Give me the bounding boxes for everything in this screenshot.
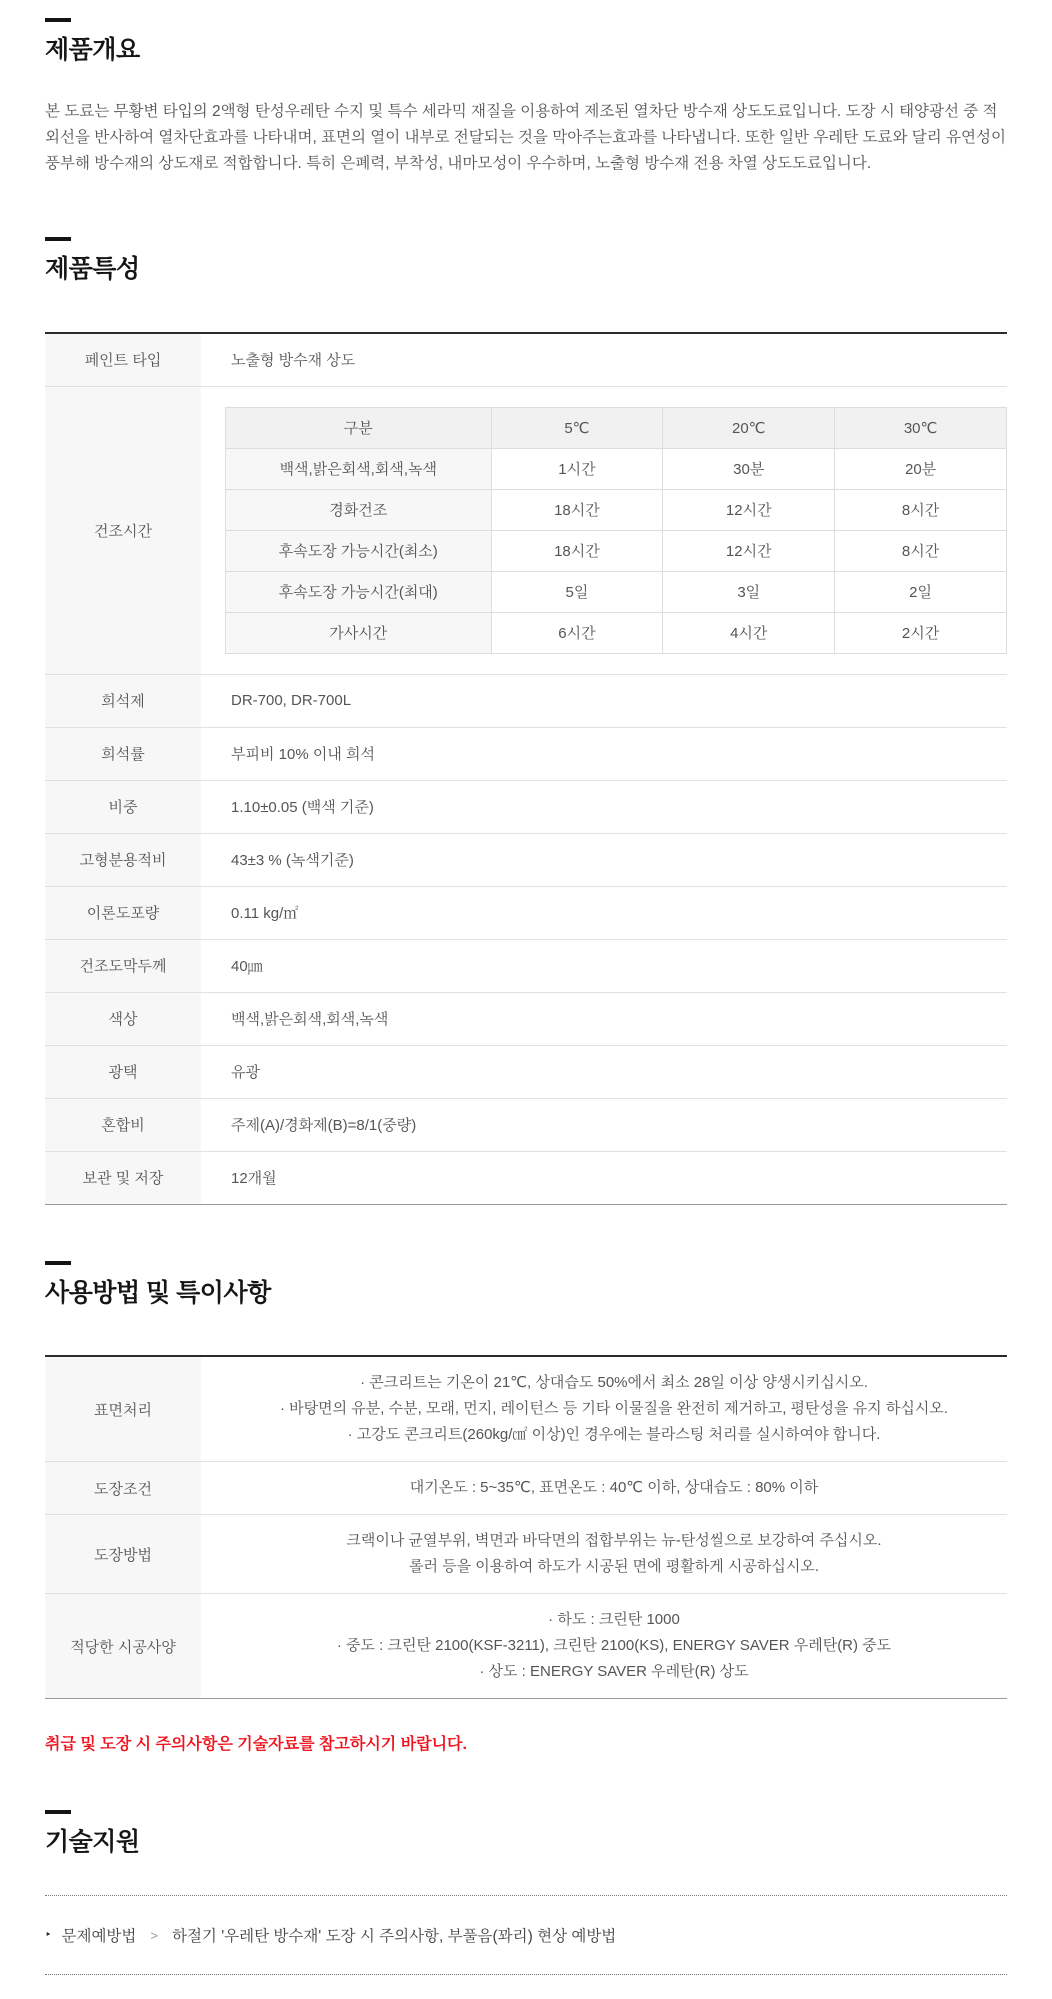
usage-row-value bbox=[201, 1462, 1007, 1514]
drying-cell: 12시간 bbox=[663, 489, 835, 530]
drying-row bbox=[226, 448, 1007, 489]
section-usage bbox=[45, 1261, 1007, 1755]
feature-row-label: 건조도막두께 bbox=[45, 940, 201, 992]
usage-row-value bbox=[201, 1357, 1007, 1461]
feature-row-label: 혼합비 bbox=[45, 1099, 201, 1151]
drying-cell: 2일 bbox=[835, 571, 1007, 612]
drying-header-cell: 5℃ bbox=[491, 407, 663, 448]
drying-row-head: 백색,밝은회색,회색,녹색 bbox=[226, 448, 492, 489]
drying-cell: 4시간 bbox=[663, 612, 835, 653]
support-link-category: 문제예방법 bbox=[61, 1928, 137, 1945]
feature-row-value: 43±3 % (녹색기준) bbox=[231, 852, 354, 869]
drying-header-cell: 구분 bbox=[226, 407, 492, 448]
usage-line: · 중도 : 크린탄 2100(KSF-3211), 크린탄 2100(KS), ENERGY SAVER 우레탄(R) 중도 bbox=[336, 1637, 892, 1655]
support-list bbox=[45, 1895, 1007, 1975]
drying-time-table bbox=[225, 407, 1007, 654]
drying-row bbox=[226, 489, 1007, 530]
feature-row-value: 40㎛ bbox=[231, 958, 263, 975]
feature-row bbox=[45, 992, 1007, 1045]
usage-line: · 바탕면의 유분, 수분, 모래, 먼지, 레이턴스 등 기타 이물질을 완전히 제거하고, 평탄성을 유지 하십시오. bbox=[280, 1400, 948, 1418]
usage-line: · 콘크리트는 기온이 21℃, 상대습도 50%에서 최소 28일 이상 양생시키십시오. bbox=[360, 1374, 868, 1392]
drying-cell: 1시간 bbox=[491, 448, 663, 489]
feature-row-value: 백색,밝은회색,회색,녹색 bbox=[231, 1011, 389, 1028]
feature-row-value: 부피비 10% 이내 희석 bbox=[231, 746, 375, 763]
usage-row-value bbox=[201, 1515, 1007, 1593]
support-link-text[interactable]: 하절기 '우레탄 방수재' 도장 시 주의사항, 부풀음(꽈리) 현상 예방법 bbox=[171, 1928, 617, 1945]
usage-row bbox=[45, 1357, 1007, 1461]
feature-row bbox=[45, 1098, 1007, 1151]
drying-cell: 3일 bbox=[663, 571, 835, 612]
feature-row-value: 노출형 방수재 상도 bbox=[231, 352, 356, 369]
feature-row-label: 광택 bbox=[45, 1046, 201, 1098]
usage-table bbox=[45, 1355, 1007, 1699]
feature-row bbox=[45, 833, 1007, 886]
drying-cell: 2시간 bbox=[835, 612, 1007, 653]
drying-cell: 6시간 bbox=[491, 612, 663, 653]
feature-row-value: 1.10±0.05 (백색 기준) bbox=[231, 799, 374, 816]
usage-row-label: 표면처리 bbox=[45, 1357, 201, 1461]
drying-header-cell: 30℃ bbox=[835, 407, 1007, 448]
section-title-features: 제품특성 bbox=[45, 254, 140, 283]
drying-cell: 18시간 bbox=[491, 530, 663, 571]
feature-row bbox=[45, 674, 1007, 727]
usage-line: 대기온도 : 5~35℃, 표면온도 : 40℃ 이하, 상대습도 : 80% 이하 bbox=[409, 1479, 819, 1497]
section-overview bbox=[45, 18, 1007, 177]
warning-note: 취급 및 도장 시 주의사항은 기술자료를 참고하시기 바랍니다. bbox=[45, 1736, 467, 1754]
feature-row bbox=[45, 386, 1007, 674]
drying-row bbox=[226, 571, 1007, 612]
feature-row bbox=[45, 334, 1007, 386]
usage-line: · 고강도 콘크리트(260kg/㎠ 이상)인 경우에는 블라스팅 처리를 실시하여야 합니다. bbox=[347, 1426, 881, 1444]
usage-line: 크랙이나 균열부위, 벽면과 바닥면의 접합부위는 뉴-탄성씰으로 보강하여 주십시오. bbox=[346, 1532, 882, 1550]
feature-row bbox=[45, 727, 1007, 780]
drying-cell: 12시간 bbox=[663, 530, 835, 571]
feature-row-label: 이론도포량 bbox=[45, 887, 201, 939]
drying-header-cell: 20℃ bbox=[663, 407, 835, 448]
section-dash bbox=[45, 1261, 71, 1265]
triangle-bullet-icon: ‣ bbox=[45, 1928, 52, 1941]
section-support bbox=[45, 1810, 1007, 1975]
feature-row bbox=[45, 886, 1007, 939]
section-dash bbox=[45, 18, 71, 22]
section-title-overview: 제품개요 bbox=[45, 36, 140, 64]
feature-row-label: 건조시간 bbox=[45, 387, 201, 674]
feature-row bbox=[45, 939, 1007, 992]
drying-cell: 30분 bbox=[663, 448, 835, 489]
usage-line: · 상도 : ENERGY SAVER 우레탄(R) 상도 bbox=[479, 1663, 749, 1681]
feature-row-label: 보관 및 저장 bbox=[45, 1152, 201, 1204]
drying-cell: 8시간 bbox=[835, 489, 1007, 530]
feature-row-value: 0.11 kg/㎡ bbox=[231, 905, 299, 922]
usage-row-value bbox=[201, 1594, 1007, 1698]
support-link-item[interactable] bbox=[45, 1924, 1007, 1946]
feature-row-value: 유광 bbox=[231, 1064, 260, 1081]
drying-cell: 18시간 bbox=[491, 489, 663, 530]
feature-row-label: 희석률 bbox=[45, 728, 201, 780]
drying-cell: 5일 bbox=[491, 571, 663, 612]
feature-row-value: DR-700, DR-700L bbox=[231, 692, 352, 709]
drying-cell: 20분 bbox=[835, 448, 1007, 489]
section-dash bbox=[45, 1810, 71, 1814]
drying-row bbox=[226, 530, 1007, 571]
usage-line: 롤러 등을 이용하여 하도가 시공된 면에 평활하게 시공하십시오. bbox=[408, 1558, 820, 1576]
usage-row bbox=[45, 1514, 1007, 1593]
usage-line: · 하도 : 크린탄 1000 bbox=[548, 1611, 680, 1629]
feature-row-label: 고형분용적비 bbox=[45, 834, 201, 886]
section-features bbox=[45, 237, 1007, 1205]
section-dash bbox=[45, 237, 71, 241]
overview-paragraph: 본 도료는 무황변 타입의 2액형 탄성우레탄 수지 및 특수 세라믹 재질을 이용하여 제조된 열차단 방수재 상도도료입니다. 도장 시 태양광선 중 적외선을 반사하여 열차단효과를 나타내며, 표면의 열이 내부로 전달되는 것을 막아주는효과를 나타냅니다. 또한 일반 우레탄 도료와 달리 유연성이 풍부해 방수재의 상도재로 적합합니다. 특히 은폐력, 부착성, 내마모성이 우수하며, 노출형 방수재 전용 차열 상도도료입니다. bbox=[45, 102, 1006, 172]
drying-row-head: 후속도장 가능시간(최대) bbox=[226, 571, 492, 612]
drying-row-head: 가사시간 bbox=[226, 612, 492, 653]
usage-row bbox=[45, 1461, 1007, 1514]
drying-row bbox=[226, 612, 1007, 653]
section-title-usage: 사용방법 및 특이사항 bbox=[45, 1278, 271, 1307]
drying-cell: 8시간 bbox=[835, 530, 1007, 571]
usage-row-label: 도장조건 bbox=[45, 1462, 201, 1514]
drying-header-row bbox=[226, 407, 1007, 448]
usage-row bbox=[45, 1593, 1007, 1698]
chevron-separator-icon: > bbox=[150, 1927, 158, 1943]
feature-row bbox=[45, 1045, 1007, 1098]
feature-row bbox=[45, 1151, 1007, 1204]
feature-row-value: 12개월 bbox=[231, 1170, 277, 1187]
feature-row-label: 비중 bbox=[45, 781, 201, 833]
feature-row-value: 주제(A)/경화제(B)=8/1(중량) bbox=[231, 1117, 417, 1134]
feature-row-label: 색상 bbox=[45, 993, 201, 1045]
feature-row-label: 페인트 타입 bbox=[45, 334, 201, 386]
usage-row-label: 적당한 시공사양 bbox=[45, 1594, 201, 1698]
drying-row-head: 경화건조 bbox=[226, 489, 492, 530]
feature-row-value bbox=[201, 387, 1007, 674]
section-title-support: 기술지원 bbox=[45, 1828, 140, 1857]
usage-row-label: 도장방법 bbox=[45, 1515, 201, 1593]
drying-row-head: 후속도장 가능시간(최소) bbox=[226, 530, 492, 571]
feature-row-label: 희석제 bbox=[45, 675, 201, 727]
features-table bbox=[45, 332, 1007, 1205]
feature-row bbox=[45, 780, 1007, 833]
